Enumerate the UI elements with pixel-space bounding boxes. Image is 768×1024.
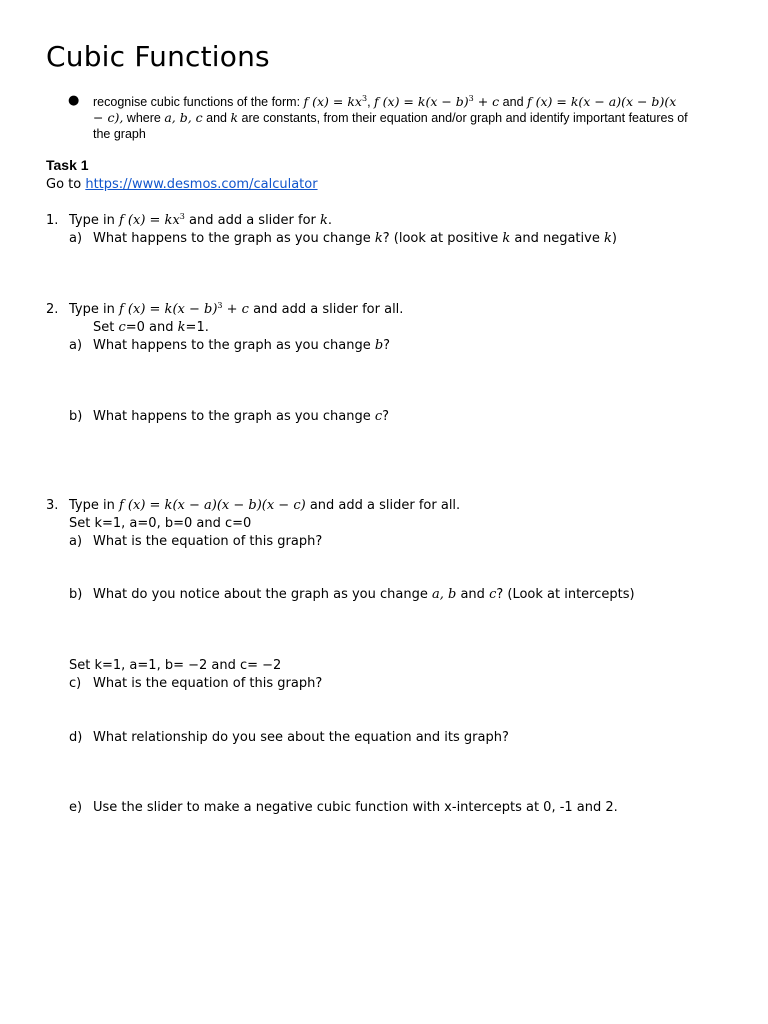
q3-expression: f (x) = k(x − a)(x − b)(x − c) [118,498,306,513]
q1-end: . [327,213,333,228]
q1a-part-3: and negative [510,231,604,246]
q2-set-line [93,320,209,335]
q1a-part-1: What happens to the graph as you change [93,231,375,246]
q3d-letter: d) [69,730,83,745]
q1-text [69,213,332,228]
q2-exponent: 3 [217,301,223,310]
q1a-text [93,231,617,246]
q3b-part-1: What do you notice about the graph as you change [93,587,432,602]
task-title: Task 1 [46,157,89,173]
bullet-icon: ● [68,93,80,108]
objective-intro: recognise cubic functions of the form: [93,95,304,109]
q1-number: 1. [46,213,59,228]
q1-var-k: k [320,213,328,228]
q3b-letter: b) [69,587,83,602]
objective-form-2-exponent: 3 [468,94,474,103]
q2b-text [93,409,389,424]
q2a-part-1: What happens to the graph as you change [93,338,375,353]
q2-number: 2. [46,302,59,317]
objective-form-3-end: − c), [93,110,124,125]
q1a-var-1: k [374,231,383,246]
q1a-part-2: ? (look at positive [382,231,503,246]
q3d-text: What relationship do you see about the equation and its graph? [93,730,509,745]
objective-form-1: f (x) = kx [303,94,362,109]
q1-tail: and add a slider for [184,213,321,228]
q2a-letter: a) [69,338,83,353]
q3-number: 3. [46,498,59,513]
objective-line-1 [93,94,676,110]
q3b-text [93,587,635,602]
q1-expression: f (x) = kx [118,213,180,228]
q2-set-c: c [118,320,126,335]
q3b-var-c: c [489,587,497,602]
q3c-letter: c) [69,676,82,691]
q3-set-line-2: Set k=1, a=1, b= −2 and c= −2 [69,658,282,673]
q2-type-in: Type in [69,302,119,317]
objective-form-3: f (x) = k(x − a)(x − b)(x [527,94,677,109]
q1a-part-4: ) [611,231,617,246]
q3-set-line-1: Set k=1, a=0, b=0 and c=0 [69,516,252,531]
objective-comma: , [367,95,371,109]
q2a-text [93,338,390,353]
objective-line-3: the graph [93,127,146,141]
q3-tail: and add a slider for all. [305,498,461,513]
q3b-vars: a, b [431,587,457,602]
q3a-letter: a) [69,534,83,549]
q2-tail: and add a slider for all. [248,302,404,317]
q2-set-eq-2: =1. [185,320,209,335]
q2-set-prefix: Set [93,320,119,335]
q3e-letter: e) [69,800,83,815]
q1a-letter: a) [69,231,83,246]
goto-line [46,177,318,192]
q2b-part-1: What happens to the graph as you change [93,409,375,424]
objective-form-2: f (x) = k(x − b) [374,94,469,109]
objective-and: and [502,95,524,109]
q2b-end: ? [382,409,390,424]
goto-prefix: Go to [46,177,86,192]
objective-form-1-exponent: 3 [361,94,368,103]
q2-set-eq-1: =0 and [125,320,178,335]
q2b-var: c [374,409,383,424]
page-title: Cubic Functions [46,40,270,73]
q1-type-in: Type in [69,213,119,228]
q3-text [69,498,460,513]
q1a-var-3: k [603,231,612,246]
q2-expression: f (x) = k(x − b) [118,302,218,317]
objective-form-2-tail: + c [473,94,500,109]
q1-exponent: 3 [179,212,185,221]
objective-vars: a, b, c [164,110,203,125]
q3e-text: Use the slider to make a negative cubic function with x-intercepts at 0, -1 and 2. [93,800,618,815]
q2-text [69,302,403,317]
q3b-and: and [456,587,490,602]
objective-and-2: and [202,111,231,125]
desmos-link[interactable]: https://www.desmos.com/calculator [85,177,318,192]
q2b-letter: b) [69,409,83,424]
q2a-end: ? [383,338,391,353]
q2-expression-tail: + c [222,302,249,317]
q3b-part-2: ? (Look at intercepts) [496,587,635,602]
objective-line-2 [93,110,688,126]
q3c-text: What is the equation of this graph? [93,676,323,691]
q2-set-k: k [177,320,186,335]
objective-var-k: k [230,110,239,125]
q3a-text: What is the equation of this graph? [93,534,323,549]
q3-type-in: Type in [69,498,119,513]
q2a-var: b [374,338,384,353]
objective-where: where [123,111,165,125]
objective-rest: are constants, from their equation and/or graph and identify important features of [238,111,688,125]
q1a-var-2: k [502,231,511,246]
